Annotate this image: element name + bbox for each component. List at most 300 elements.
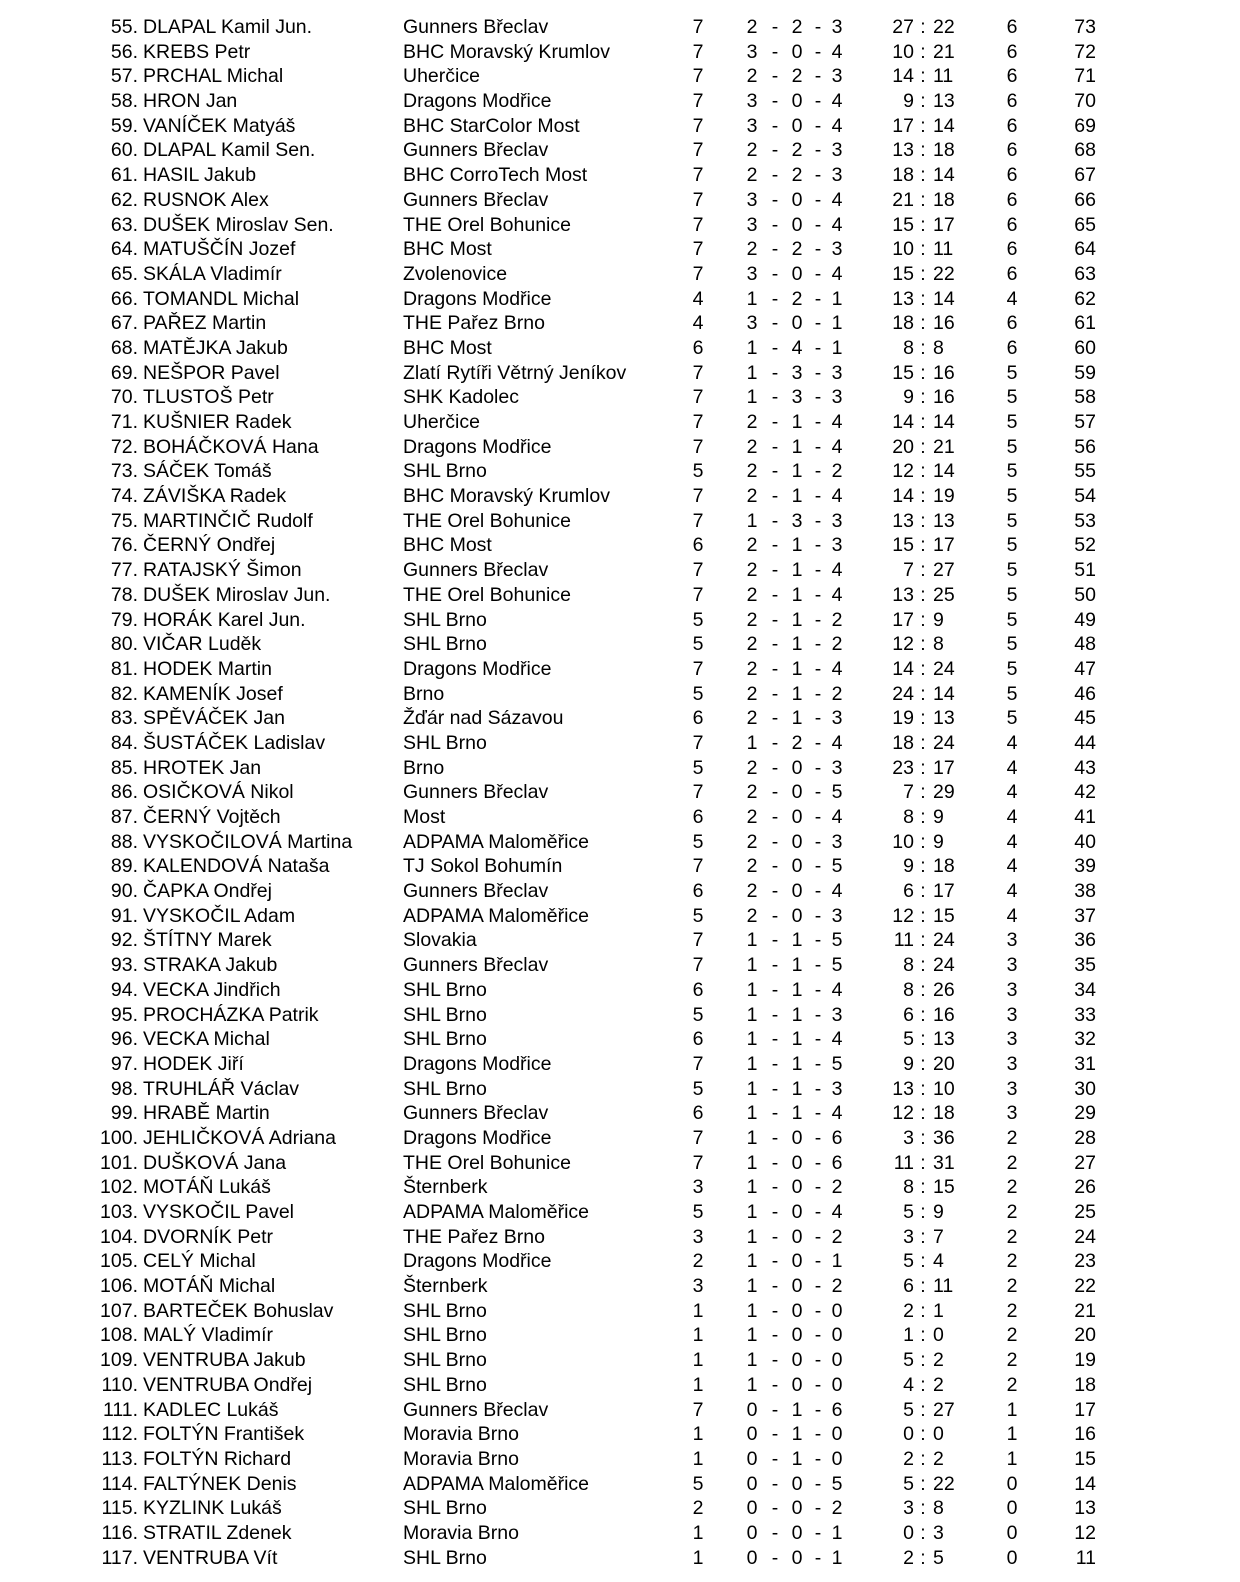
goals-for-cell: 8 (903, 954, 914, 977)
goals-against-cell: 17 (933, 534, 955, 557)
colon-separator: : (920, 361, 926, 384)
colon-separator: : (920, 608, 926, 631)
player-name-cell: TLUSTOŠ Petr (143, 386, 274, 409)
table-row (0, 1496, 1240, 1521)
draws-cell: 0 (791, 1201, 803, 1223)
dash-separator: - (814, 1324, 822, 1347)
rank-cell: 115. (101, 1497, 138, 1520)
team-cell: TJ Sokol Bohumín (403, 855, 563, 878)
losses-cell: 4 (831, 1102, 843, 1125)
wins-cell: 0 (746, 1447, 758, 1470)
dash-separator: - (814, 954, 822, 977)
order-points-cell: 61 (1074, 312, 1096, 335)
rank-cell: 101. (100, 1151, 138, 1174)
goals-for-cell: 3 (903, 1225, 914, 1248)
team-cell: SHL Brno (403, 1546, 487, 1569)
table-row (0, 138, 1240, 163)
dash-separator: - (814, 1275, 822, 1298)
draws-cell: 0 (791, 756, 803, 779)
games-played-cell: 6 (692, 1102, 704, 1125)
losses-cell: 2 (831, 633, 843, 656)
table-row (0, 1274, 1240, 1299)
goals-against-cell: 24 (933, 954, 955, 977)
goals-for-cell: 9 (903, 386, 914, 409)
wins-cell: 2 (746, 534, 758, 557)
goals-against-cell: 18 (933, 188, 955, 211)
rank-cell: 60. (110, 139, 138, 162)
goals-against-cell: 11 (933, 1275, 954, 1298)
rank-cell: 88. (110, 830, 138, 853)
player-name-cell: BOHÁČKOVÁ Hana (143, 435, 319, 458)
goals-for-cell: 3 (903, 1497, 914, 1520)
table-row (0, 904, 1240, 929)
points-cell: 3 (1006, 1003, 1018, 1026)
draws-cell: 0 (791, 781, 803, 804)
dash-separator: - (814, 65, 822, 88)
order-points-cell: 42 (1074, 781, 1096, 804)
wins-cell: 1 (746, 287, 758, 310)
dash-separator: - (814, 40, 822, 63)
table-row (0, 15, 1240, 40)
dash-separator: - (771, 213, 779, 236)
table-row (0, 385, 1240, 410)
colon-separator: : (920, 1324, 926, 1347)
goals-for-cell: 17 (892, 608, 914, 631)
games-played-cell: 7 (692, 509, 704, 532)
order-points-cell: 18 (1074, 1373, 1096, 1396)
wins-cell: 1 (746, 1077, 758, 1100)
rank-cell: 94. (110, 978, 138, 1001)
dash-separator: - (771, 1003, 779, 1026)
rank-cell: 95. (110, 1003, 138, 1026)
order-points-cell: 12 (1074, 1521, 1096, 1544)
losses-cell: 1 (831, 312, 843, 335)
order-points-cell: 50 (1074, 583, 1096, 606)
goals-for-cell: 8 (903, 806, 914, 828)
dash-separator: - (771, 1373, 779, 1396)
order-points-cell: 31 (1074, 1052, 1096, 1075)
order-points-cell: 41 (1074, 806, 1096, 828)
rank-cell: 61. (110, 164, 138, 187)
player-name-cell: STRATIL Zdenek (143, 1521, 292, 1544)
goals-against-cell: 18 (933, 855, 955, 878)
dash-separator: - (814, 855, 822, 878)
dash-separator: - (771, 1423, 779, 1446)
wins-cell: 3 (746, 90, 758, 113)
team-cell: Brno (403, 756, 445, 779)
goals-against-cell: 8 (933, 1497, 944, 1520)
points-cell: 6 (1006, 139, 1018, 162)
games-played-cell: 7 (692, 954, 704, 977)
dash-separator: - (771, 1052, 779, 1075)
wins-cell: 0 (746, 1423, 758, 1446)
team-cell: Šternberk (403, 1275, 488, 1298)
order-points-cell: 52 (1074, 534, 1096, 557)
dash-separator: - (771, 1201, 779, 1223)
points-cell: 3 (1006, 1077, 1018, 1100)
losses-cell: 4 (831, 731, 843, 754)
dash-separator: - (771, 65, 779, 88)
goals-for-cell: 7 (903, 559, 914, 582)
order-points-cell: 68 (1074, 139, 1096, 162)
colon-separator: : (920, 534, 926, 557)
colon-separator: : (920, 262, 926, 285)
colon-separator: : (920, 1151, 926, 1174)
dash-separator: - (771, 509, 779, 532)
goals-against-cell: 13 (933, 90, 955, 113)
wins-cell: 2 (746, 460, 758, 483)
colon-separator: : (920, 460, 926, 483)
player-name-cell: HROTEK Jan (143, 756, 262, 779)
order-points-cell: 63 (1074, 262, 1096, 285)
games-played-cell: 4 (692, 312, 704, 335)
table-row (0, 978, 1240, 1003)
player-name-cell: VENTRUBA Jakub (143, 1349, 306, 1372)
player-name-cell: OSIČKOVÁ Nikol (143, 781, 294, 804)
table-row (0, 361, 1240, 386)
order-points-cell: 66 (1074, 188, 1096, 211)
goals-for-cell: 6 (903, 880, 914, 903)
dash-separator: - (814, 1003, 822, 1026)
points-cell: 6 (1006, 262, 1018, 285)
dash-separator: - (771, 1102, 779, 1125)
losses-cell: 5 (831, 1052, 843, 1075)
goals-for-cell: 5 (903, 1201, 914, 1223)
order-points-cell: 65 (1074, 213, 1096, 236)
team-cell: Žďár nad Sázavou (403, 707, 564, 730)
player-name-cell: DVORNÍK Petr (143, 1225, 274, 1248)
goals-against-cell: 2 (933, 1373, 944, 1396)
player-name-cell: BARTEČEK Bohuslav (143, 1299, 334, 1322)
team-cell: Dragons Modřice (403, 1250, 552, 1273)
wins-cell: 2 (746, 411, 758, 433)
wins-cell: 0 (746, 1398, 758, 1421)
rank-cell: 110. (101, 1373, 138, 1396)
points-cell: 4 (1006, 806, 1018, 828)
dash-separator: - (814, 756, 822, 779)
goals-for-cell: 5 (903, 1250, 914, 1273)
colon-separator: : (920, 1003, 926, 1026)
wins-cell: 1 (746, 929, 758, 952)
rank-cell: 93. (110, 954, 138, 977)
player-name-cell: RATAJSKÝ Šimon (143, 559, 302, 582)
order-points-cell: 35 (1074, 954, 1096, 977)
goals-for-cell: 14 (892, 485, 914, 508)
losses-cell: 6 (831, 1126, 843, 1149)
table-row (0, 64, 1240, 89)
team-cell: Gunners Břeclav (403, 954, 549, 977)
dash-separator: - (771, 978, 779, 1001)
player-name-cell: ČAPKA Ondřej (143, 880, 272, 903)
points-cell: 6 (1006, 188, 1018, 211)
order-points-cell: 70 (1074, 90, 1096, 113)
points-cell: 6 (1006, 312, 1018, 335)
team-cell: BHC CorroTech Most (403, 164, 588, 187)
wins-cell: 2 (746, 880, 758, 903)
losses-cell: 3 (831, 1003, 843, 1026)
order-points-cell: 59 (1074, 361, 1096, 384)
wins-cell: 2 (746, 238, 758, 261)
goals-against-cell: 27 (933, 1398, 955, 1421)
wins-cell: 2 (746, 855, 758, 878)
dash-separator: - (771, 1028, 779, 1051)
table-row (0, 213, 1240, 238)
order-points-cell: 16 (1074, 1423, 1096, 1446)
goals-against-cell: 16 (933, 1003, 955, 1026)
goals-against-cell: 22 (933, 1472, 955, 1495)
player-name-cell: TOMANDL Michal (143, 287, 300, 310)
draws-cell: 3 (791, 386, 803, 409)
dash-separator: - (771, 583, 779, 606)
colon-separator: : (920, 411, 926, 433)
order-points-cell: 11 (1075, 1546, 1096, 1569)
goals-against-cell: 0 (933, 1423, 944, 1446)
draws-cell: 0 (791, 262, 803, 285)
draws-cell: 1 (791, 978, 803, 1001)
dash-separator: - (814, 1250, 822, 1273)
colon-separator: : (920, 435, 926, 458)
dash-separator: - (814, 164, 822, 187)
player-name-cell: CELÝ Michal (143, 1250, 256, 1273)
team-cell: Dragons Modřice (403, 287, 552, 310)
draws-cell: 1 (791, 1028, 803, 1051)
player-name-cell: DUŠKOVÁ Jana (143, 1151, 287, 1174)
colon-separator: : (920, 65, 926, 88)
points-cell: 5 (1006, 707, 1018, 730)
colon-separator: : (920, 583, 926, 606)
rank-cell: 105. (100, 1250, 138, 1273)
goals-against-cell: 8 (933, 633, 944, 656)
order-points-cell: 44 (1074, 731, 1096, 754)
player-name-cell: FALTÝNEK Denis (143, 1472, 297, 1495)
rank-cell: 85. (110, 756, 138, 779)
player-name-cell: ČERNÝ Vojtěch (143, 806, 281, 828)
table-row (0, 336, 1240, 361)
draws-cell: 1 (791, 657, 803, 680)
dash-separator: - (814, 336, 822, 359)
dash-separator: - (814, 1349, 822, 1372)
losses-cell: 4 (831, 583, 843, 606)
order-points-cell: 64 (1074, 238, 1096, 261)
goals-for-cell: 8 (903, 336, 914, 359)
order-points-cell: 23 (1074, 1250, 1096, 1273)
losses-cell: 2 (831, 608, 843, 631)
games-played-cell: 5 (692, 460, 704, 483)
order-points-cell: 53 (1074, 509, 1096, 532)
team-cell: SHL Brno (403, 1324, 487, 1347)
losses-cell: 3 (831, 361, 843, 384)
dash-separator: - (771, 90, 779, 113)
games-played-cell: 1 (692, 1447, 704, 1470)
losses-cell: 3 (831, 830, 843, 853)
dash-separator: - (814, 485, 822, 508)
wins-cell: 1 (746, 361, 758, 384)
draws-cell: 0 (791, 213, 803, 236)
rank-cell: 100. (100, 1126, 138, 1149)
team-cell: SHL Brno (403, 1497, 487, 1520)
team-cell: THE Orel Bohunice (403, 1151, 571, 1174)
games-played-cell: 5 (692, 1003, 704, 1026)
order-points-cell: 20 (1074, 1324, 1096, 1347)
goals-against-cell: 16 (933, 386, 955, 409)
games-played-cell: 1 (692, 1546, 704, 1569)
goals-for-cell: 10 (892, 830, 914, 853)
team-cell: THE Orel Bohunice (403, 509, 571, 532)
goals-for-cell: 27 (892, 16, 914, 38)
player-name-cell: ŠUSTÁČEK Ladislav (143, 731, 326, 754)
dash-separator: - (771, 139, 779, 162)
games-played-cell: 7 (692, 929, 704, 952)
dash-separator: - (814, 90, 822, 113)
table-row (0, 1200, 1240, 1225)
goals-against-cell: 13 (933, 707, 955, 730)
player-name-cell: SKÁLA Vladimír (143, 262, 282, 285)
order-points-cell: 15 (1074, 1447, 1096, 1470)
dash-separator: - (771, 682, 779, 705)
dash-separator: - (814, 1423, 822, 1446)
points-cell: 2 (1006, 1225, 1018, 1248)
points-cell: 2 (1006, 1349, 1018, 1372)
team-cell: SHL Brno (403, 608, 487, 631)
team-cell: Gunners Břeclav (403, 1102, 549, 1125)
games-played-cell: 6 (692, 336, 704, 359)
colon-separator: : (920, 830, 926, 853)
dash-separator: - (814, 287, 822, 310)
goals-for-cell: 18 (892, 164, 914, 187)
wins-cell: 2 (746, 830, 758, 853)
order-points-cell: 62 (1074, 287, 1096, 310)
colon-separator: : (920, 1201, 926, 1223)
rank-cell: 98. (110, 1077, 138, 1100)
draws-cell: 1 (791, 583, 803, 606)
team-cell: SHL Brno (403, 1028, 487, 1051)
table-row (0, 1299, 1240, 1324)
table-row (0, 1052, 1240, 1077)
table-row (0, 830, 1240, 855)
dash-separator: - (771, 830, 779, 853)
dash-separator: - (771, 238, 779, 261)
team-cell: SHL Brno (403, 1373, 487, 1396)
losses-cell: 1 (831, 1546, 843, 1569)
points-cell: 3 (1006, 954, 1018, 977)
table-row (0, 854, 1240, 879)
goals-against-cell: 14 (933, 460, 955, 483)
colon-separator: : (920, 16, 926, 38)
wins-cell: 1 (746, 1225, 758, 1248)
draws-cell: 1 (791, 1102, 803, 1125)
rank-cell: 78. (110, 583, 138, 606)
games-played-cell: 7 (692, 781, 704, 804)
goals-for-cell: 5 (903, 1349, 914, 1372)
colon-separator: : (920, 139, 926, 162)
player-name-cell: PAŘEZ Martin (143, 312, 267, 335)
games-played-cell: 6 (692, 534, 704, 557)
losses-cell: 4 (831, 90, 843, 113)
dash-separator: - (814, 1373, 822, 1396)
wins-cell: 2 (746, 16, 758, 38)
player-name-cell: SPĚVÁČEK Jan (143, 707, 285, 730)
player-name-cell: KALENDOVÁ Nataša (143, 855, 330, 878)
rank-cell: 89. (110, 855, 138, 878)
wins-cell: 2 (746, 633, 758, 656)
colon-separator: : (920, 238, 926, 261)
points-cell: 1 (1006, 1423, 1018, 1446)
goals-against-cell: 18 (933, 1102, 955, 1125)
goals-for-cell: 20 (892, 435, 914, 458)
points-cell: 6 (1006, 336, 1018, 359)
table-row (0, 1546, 1240, 1571)
colon-separator: : (920, 287, 926, 310)
wins-cell: 2 (746, 806, 758, 828)
draws-cell: 1 (791, 1398, 803, 1421)
table-row (0, 879, 1240, 904)
games-played-cell: 5 (692, 830, 704, 853)
rank-cell: 71. (110, 411, 138, 433)
table-row (0, 40, 1240, 65)
goals-against-cell: 14 (933, 287, 955, 310)
goals-for-cell: 12 (892, 633, 914, 656)
dash-separator: - (814, 929, 822, 952)
wins-cell: 1 (746, 1052, 758, 1075)
colon-separator: : (920, 1423, 926, 1446)
goals-for-cell: 14 (892, 657, 914, 680)
draws-cell: 0 (791, 806, 803, 828)
colon-separator: : (920, 1275, 926, 1298)
goals-for-cell: 12 (892, 1102, 914, 1125)
goals-for-cell: 9 (903, 1052, 914, 1075)
games-played-cell: 5 (692, 1077, 704, 1100)
losses-cell: 4 (831, 114, 843, 137)
wins-cell: 1 (746, 954, 758, 977)
order-points-cell: 22 (1074, 1275, 1096, 1298)
goals-against-cell: 10 (933, 1077, 955, 1100)
wins-cell: 2 (746, 485, 758, 508)
goals-against-cell: 27 (933, 559, 955, 582)
dash-separator: - (814, 608, 822, 631)
points-cell: 6 (1006, 65, 1018, 88)
table-row (0, 1003, 1240, 1028)
team-cell: Dragons Modřice (403, 1126, 552, 1149)
team-cell: THE Pařez Brno (403, 1225, 545, 1248)
points-cell: 5 (1006, 460, 1018, 483)
dash-separator: - (771, 1126, 779, 1149)
dash-separator: - (771, 164, 779, 187)
dash-separator: - (771, 411, 779, 433)
table-row (0, 706, 1240, 731)
rank-cell: 72. (110, 435, 138, 458)
draws-cell: 1 (791, 608, 803, 631)
goals-for-cell: 10 (892, 40, 914, 63)
team-cell: BHC StarColor Most (403, 114, 580, 137)
games-played-cell: 7 (692, 114, 704, 137)
losses-cell: 1 (831, 287, 843, 310)
goals-for-cell: 13 (892, 1077, 914, 1100)
points-cell: 5 (1006, 534, 1018, 557)
dash-separator: - (814, 139, 822, 162)
dash-separator: - (771, 559, 779, 582)
team-cell: THE Orel Bohunice (403, 213, 571, 236)
colon-separator: : (920, 1398, 926, 1421)
rank-cell: 55. (110, 16, 138, 38)
table-row (0, 1249, 1240, 1274)
colon-separator: : (920, 880, 926, 903)
losses-cell: 5 (831, 929, 843, 952)
player-name-cell: HASIL Jakub (143, 164, 257, 187)
games-played-cell: 7 (692, 1052, 704, 1075)
games-played-cell: 7 (692, 238, 704, 261)
losses-cell: 4 (831, 188, 843, 211)
rank-cell: 68. (110, 336, 138, 359)
